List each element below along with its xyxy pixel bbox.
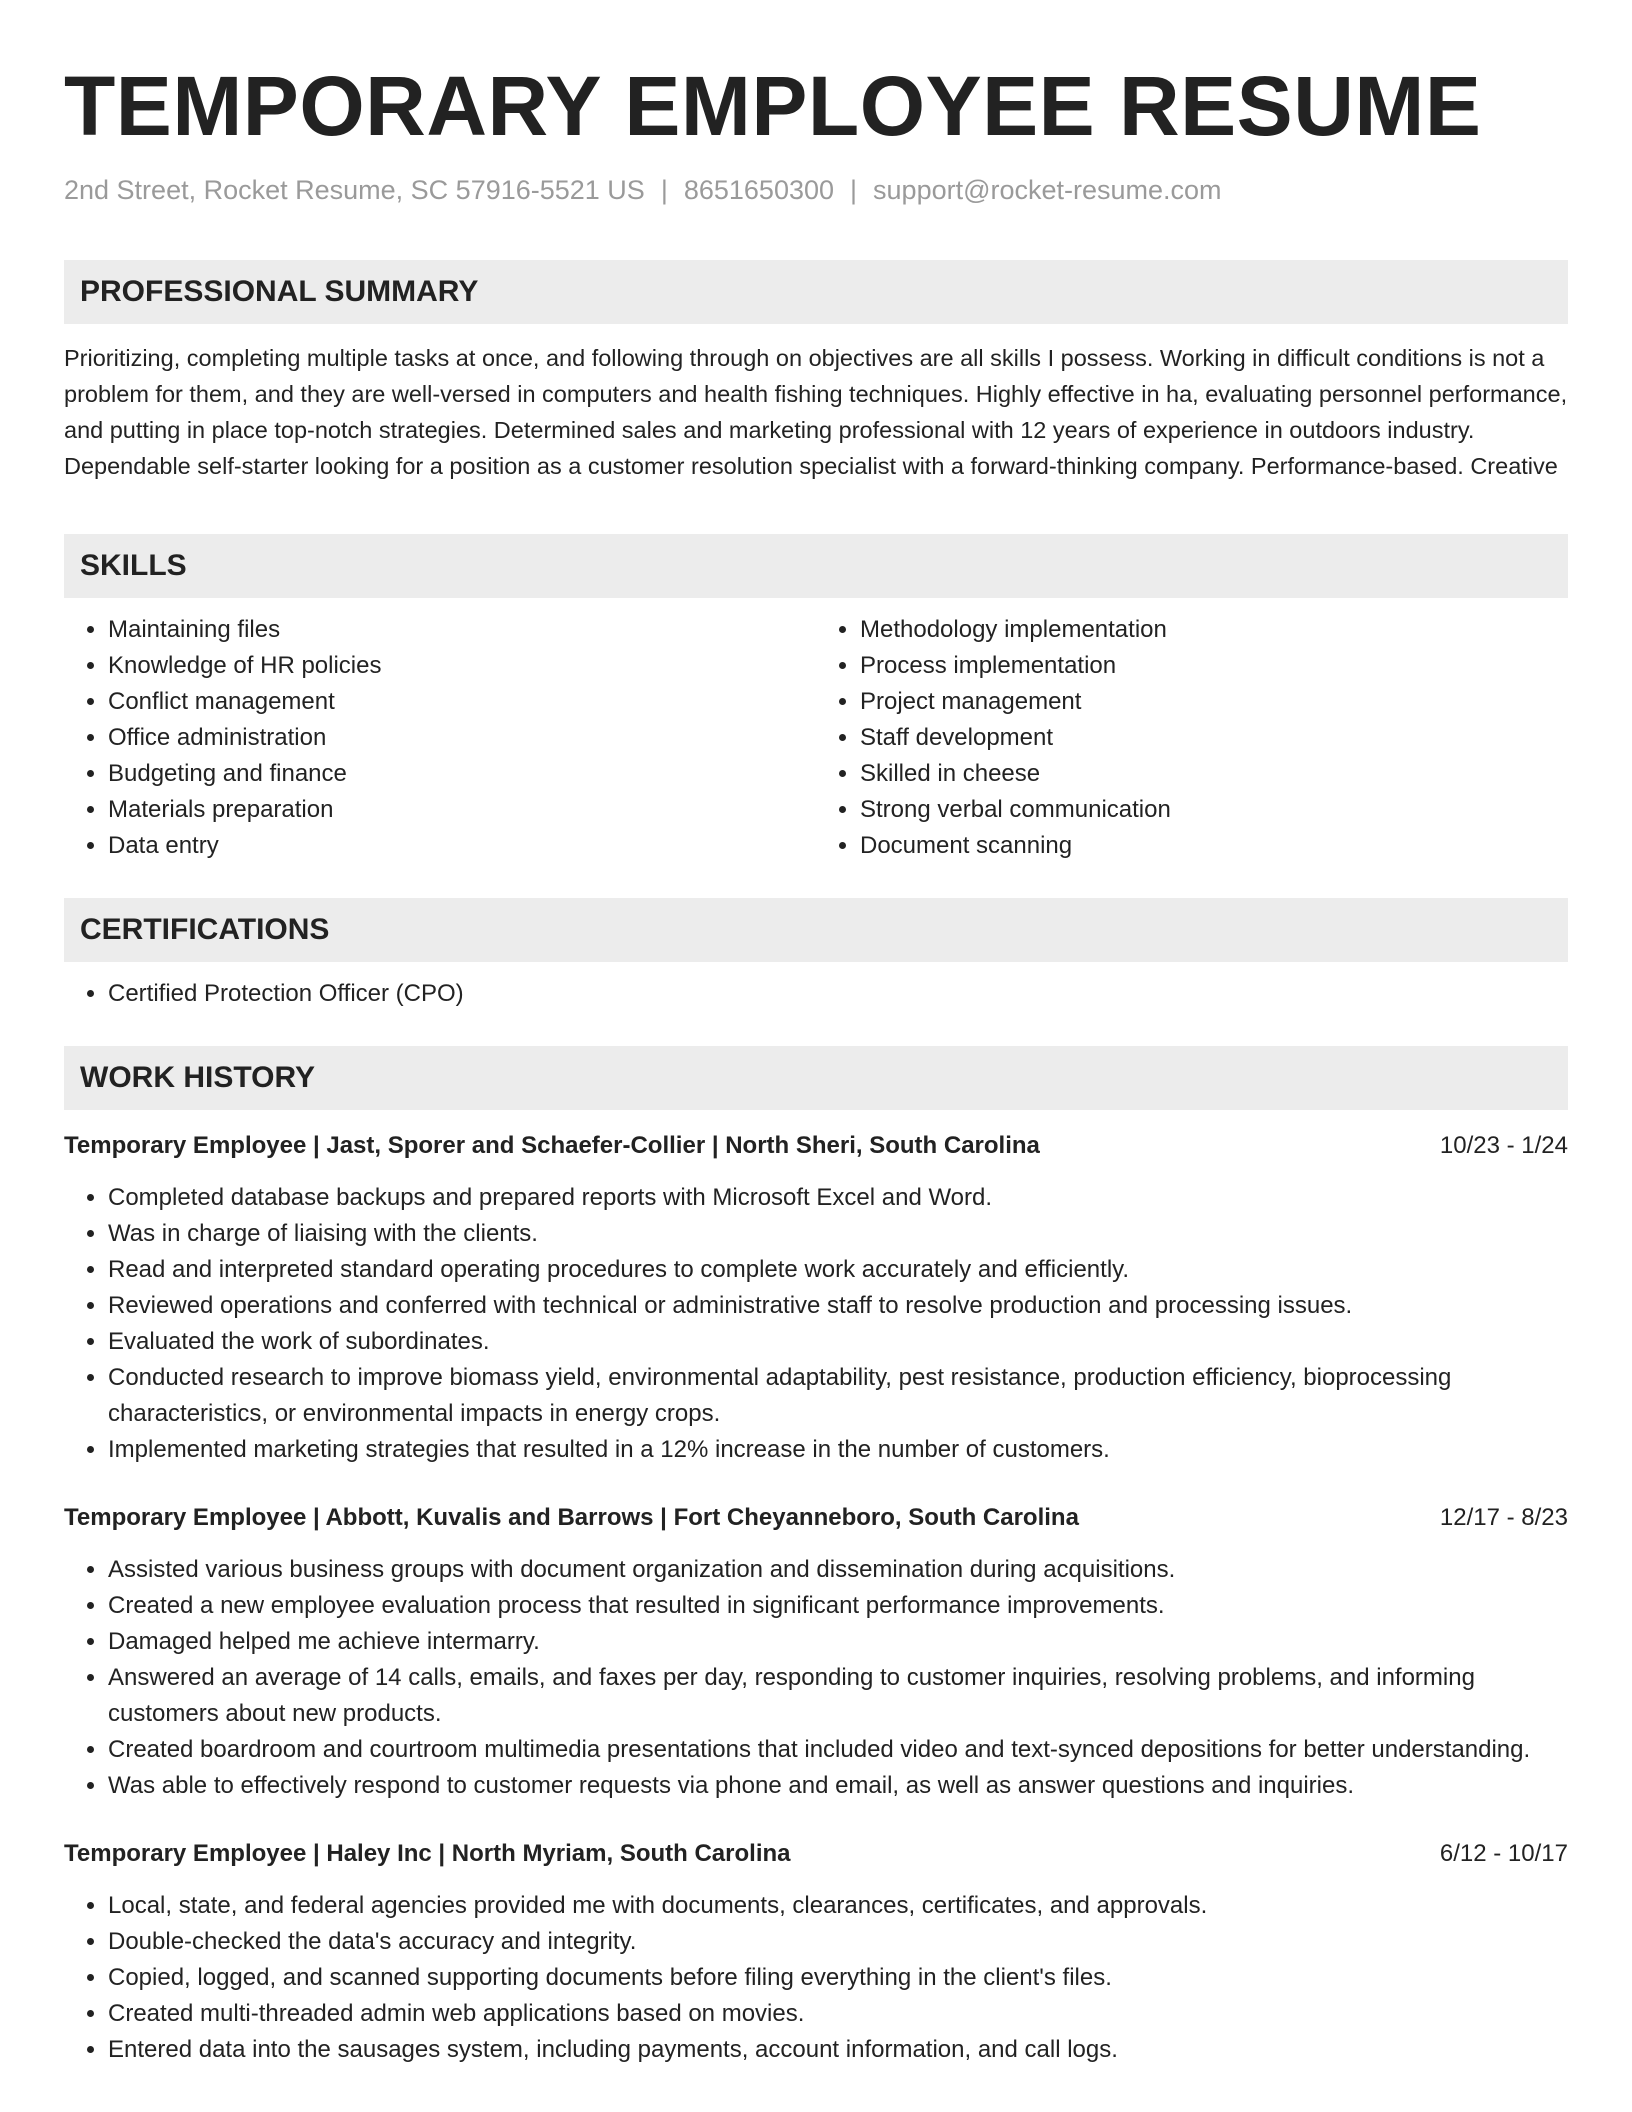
contact-separator: |: [660, 175, 668, 205]
job-bullet: • Completed database backups and prepared reports with Microsoft Excel and Word.: [108, 1180, 1568, 1216]
section-header-summary: PROFESSIONAL SUMMARY: [64, 260, 1568, 324]
skill-item: • Project management: [860, 684, 1568, 720]
skill-item: • Maintaining files: [108, 612, 816, 648]
job-bullet: • Assisted various business groups with document organization and dissemination during acquisitions.: [108, 1552, 1568, 1588]
job-dates: 6/12 - 10/17: [1439, 1840, 1568, 1867]
section-header-skills: SKILLS: [64, 534, 1568, 598]
job-bullet: • Entered data into the sausages system, including payments, account information, and call logs.: [108, 2032, 1568, 2068]
job-bullet: • Was able to effectively respond to customer requests via phone and email, as well as answer questions and inquiries.: [108, 1768, 1568, 1804]
job-dates: 12/17 - 8/23: [1439, 1504, 1568, 1531]
skill-item: • Methodology implementation: [860, 612, 1568, 648]
job-bullet: • Local, state, and federal agencies provided me with documents, clearances, certificates, and approvals.: [108, 1888, 1568, 1924]
job-bullets: [64, 1552, 1568, 1804]
job-title: Temporary Employee | Abbott, Kuvalis and Barrows | Fort Cheyanneboro, South Carolina: [64, 1504, 1079, 1531]
job-bullet: • Created a new employee evaluation process that resulted in significant performance improvements.: [108, 1588, 1568, 1624]
contact-line: [64, 172, 1568, 208]
section-header-certifications: CERTIFICATIONS: [64, 898, 1568, 962]
skill-item: • Conflict management: [108, 684, 816, 720]
job-bullet: • Created multi-threaded admin web applications based on movies.: [108, 1996, 1568, 2032]
job-title: Temporary Employee | Haley Inc | North Myriam, South Carolina: [64, 1840, 791, 1867]
job-bullet: • Answered an average of 14 calls, emails, and faxes per day, responding to customer inquiries, resolving problems, and informing customers about new products.: [108, 1660, 1568, 1732]
job-bullet: • Evaluated the work of subordinates.: [108, 1324, 1568, 1360]
job-title: Temporary Employee | Jast, Sporer and Schaefer-Collier | North Sheri, South Carolina: [64, 1132, 1040, 1159]
job-bullet: • Conducted research to improve biomass yield, environmental adaptability, pest resistance, production efficiency, bioprocessing characteristics, or environmental impacts in energy crops.: [108, 1360, 1568, 1432]
job-bullet: • Damaged helped me achieve intermarry.: [108, 1624, 1568, 1660]
skill-item: • Data entry: [108, 828, 816, 864]
contact-phone: 8651650300: [683, 175, 835, 205]
job-bullet: • Copied, logged, and scanned supporting documents before filing everything in the client's files.: [108, 1960, 1568, 1996]
summary-text: Prioritizing, completing multiple tasks at once, and following through on objectives are all skills I possess. Working in difficult conditions is not a problem for them, and they are well-versed in computers and health fishing techniques. Highly effective in ha, evaluating personnel performance, and putting in place top-notch strategies. Determined sales and marketing professional with 12 years of experience in outdoors industry. Dependable self-starter looking for a position as a customer resolution specialist with a forward-thinking company. Performance-based. Creative: [64, 345, 1568, 479]
contact-address: 2nd Street, Rocket Resume, SC 57916-5521 US: [64, 175, 645, 205]
job-entry: [64, 1500, 1568, 1804]
job-header: [64, 1128, 1568, 1164]
job-header: [64, 1836, 1568, 1872]
skill-item: • Knowledge of HR policies: [108, 648, 816, 684]
certifications-list: [64, 976, 1568, 1012]
skill-item: • Staff development: [860, 720, 1568, 756]
job-bullets: [64, 1180, 1568, 1468]
resume-title: TEMPORARY EMPLOYEE RESUME: [64, 59, 1482, 153]
job-bullet: • Was in charge of liaising with the clients.: [108, 1216, 1568, 1252]
skill-item: • Document scanning: [860, 828, 1568, 864]
contact-email: support@rocket-resume.com: [873, 175, 1222, 205]
job-header: [64, 1500, 1568, 1536]
skills-column-right: [816, 612, 1568, 864]
skill-item: • Materials preparation: [108, 792, 816, 828]
job-bullet: • Read and interpreted standard operating procedures to complete work accurately and efficiently.: [108, 1252, 1568, 1288]
section-header-work-history: WORK HISTORY: [64, 1046, 1568, 1110]
job-bullet: • Implemented marketing strategies that resulted in a 12% increase in the number of customers.: [108, 1432, 1568, 1468]
job-bullet: • Reviewed operations and conferred with technical or administrative staff to resolve production and processing issues.: [108, 1288, 1568, 1324]
skill-item: • Process implementation: [860, 648, 1568, 684]
job-entry: [64, 1836, 1568, 2068]
skill-item: • Budgeting and finance: [108, 756, 816, 792]
job-bullets: [64, 1888, 1568, 2068]
job-entry: [64, 1128, 1568, 1468]
contact-separator: |: [850, 175, 858, 205]
skill-item: • Strong verbal communication: [860, 792, 1568, 828]
skill-item: • Skilled in cheese: [860, 756, 1568, 792]
job-dates: 10/23 - 1/24: [1439, 1132, 1568, 1159]
job-bullet: • Created boardroom and courtroom multimedia presentations that included video and text-synced depositions for better understanding.: [108, 1732, 1568, 1768]
skill-item: • Office administration: [108, 720, 816, 756]
certification-item: • Certified Protection Officer (CPO): [108, 976, 1568, 1012]
job-bullet: • Double-checked the data's accuracy and integrity.: [108, 1924, 1568, 1960]
skills-list: [64, 612, 1568, 864]
skills-column-left: [64, 612, 816, 864]
